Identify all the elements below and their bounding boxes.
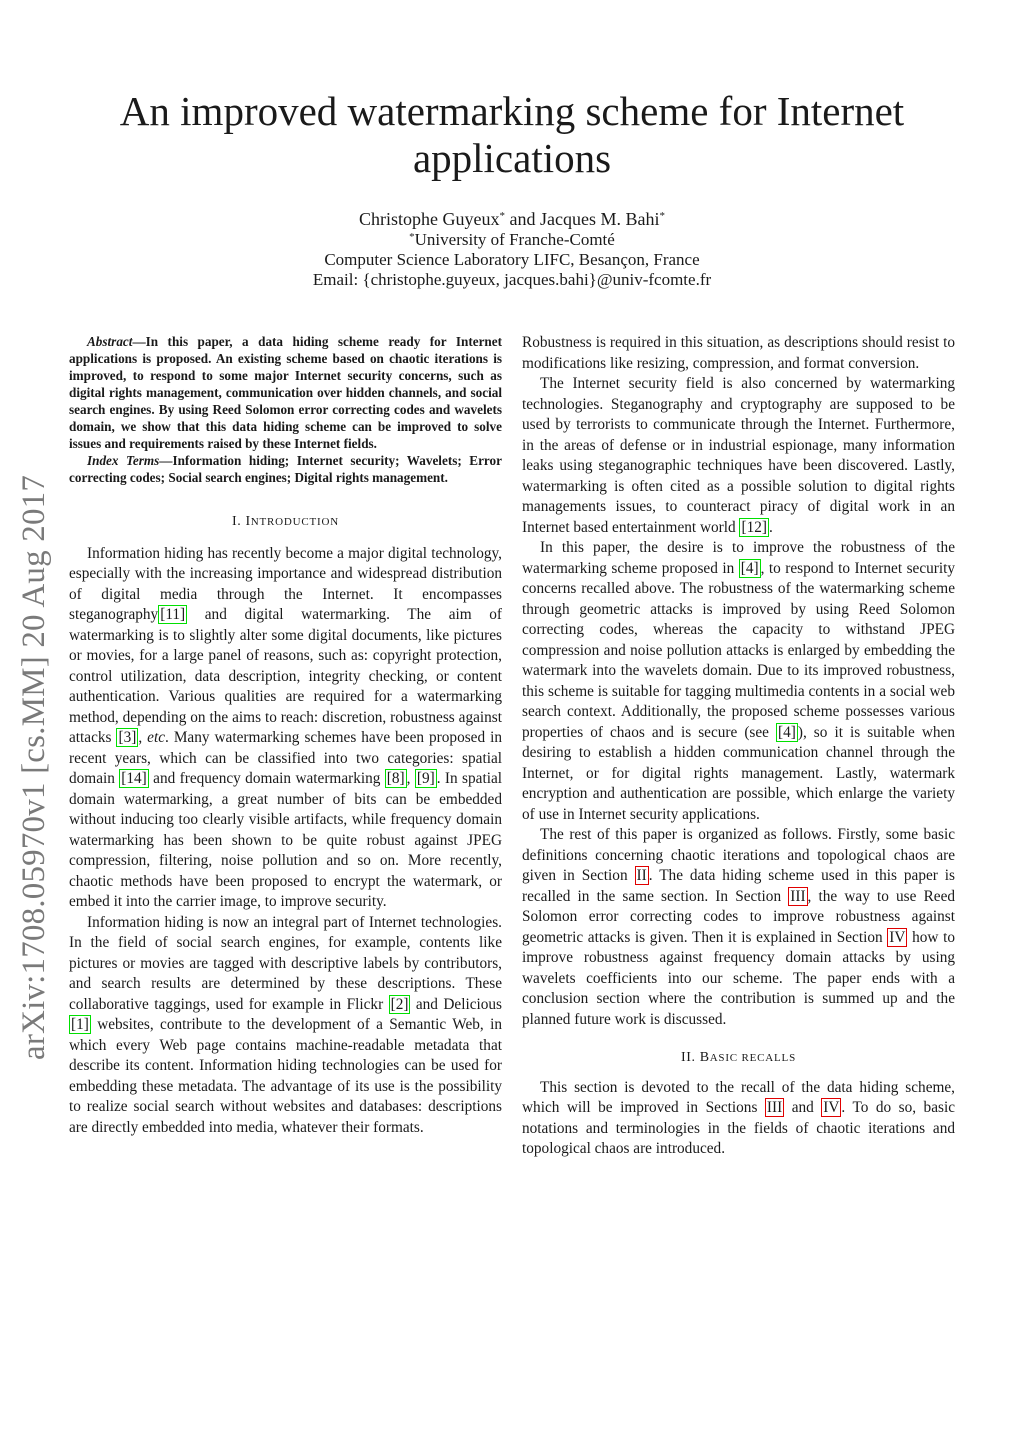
- index-terms-paragraph: [69, 452, 502, 486]
- author-affiliation: *University of Franche-Comté: [409, 230, 615, 249]
- intro-paragraph-1: Information hiding has recently become a major digital technology, especially with the increasing importance and widespread distribution of digital media through the Internet. It encompasses steganography [11] and digital watermarking. The aim of watermarking is to slightly alter some digital documents, like pictures or movies, for a large panel of reasons, such as: copyright protection, control utilization, data description, integrity checking, or content authentication. Various qualities are required for a watermarking method, depending on the aims to reach: discretion, robustness against attacks [3] , etc. Many watermarking schemes have been proposed in recent years, which can be classified into two categories: spatial domain [14] and frequency domain watermarking [8] , [9] . In spatial domain watermarking, a great number of bits can be embedded without inducing too clearly visible artifacts, while frequency domain watermarking has been shown to be quite robust against JPEG compression, filtering, noise pollution and so on. More recently, chaotic methods have been proposed to encrypt the watermark, or embed it into the carrier image, to improve security.: [69, 544, 503, 910]
- right-column: [522, 333, 955, 1160]
- abstract: [69, 333, 502, 486]
- abstract-paragraph: [69, 333, 502, 452]
- intro-paragraph-3: Robustness is required in this situation, as descriptions should resist to modifications like resizing, compression, and format conversion.: [522, 334, 955, 372]
- arxiv-stamp: arXiv:1708.05970v1 [cs.MM] 20 Aug 2017: [16, 474, 52, 1060]
- left-column: [69, 333, 502, 1138]
- citation-link[interactable]: [12]: [741, 518, 767, 536]
- citation-link[interactable]: [8]: [386, 770, 405, 787]
- section-initial: B: [699, 1050, 710, 1065]
- citation-link[interactable]: [9]: [416, 770, 435, 787]
- section-ref-link[interactable]: IV: [823, 1099, 840, 1116]
- section-ref-link[interactable]: IV: [889, 928, 906, 946]
- section-number: I.: [232, 514, 246, 529]
- citation-link[interactable]: [4]: [778, 723, 796, 741]
- citation-link[interactable]: [11]: [160, 606, 186, 623]
- index-terms-text: —Information hiding; Internet security; Wavelets; Error correcting codes; Social search engines; Digital rights management.: [69, 453, 502, 485]
- section-heading-introduction: [69, 512, 502, 533]
- section-title-rest: NTRODUCTION: [250, 516, 339, 528]
- intro-paragraph-6: The rest of this paper is organized as follows. Firstly, some basic definitions concerning chaotic iterations and topological chaos are given in Section II . The data hiding scheme used in this paper is recalled in the same section. In Section III , the way to use Reed Solomon error correcting codes to improve robustness against geometric attacks is given. Then it is explained in Section IV how to improve robustness against frequency domain attacks by using wavelets coefficients into our scheme. The paper ends with a conclusion section where the contribution is summed up and the planned future work is discussed.: [522, 826, 956, 1028]
- index-terms-label: Index Terms: [87, 453, 160, 468]
- citation-link[interactable]: [2]: [390, 995, 409, 1013]
- section-initial: I: [245, 514, 251, 529]
- abstract-label: Abstract: [87, 334, 133, 349]
- abstract-text: —In this paper, a data hiding scheme ready for Internet applications is proposed. An existing scheme based on chaotic iterations is improved, to respond to some major Internet security concerns, such as digital rights management, communication over hidden channels, and social search engines. By using Reed Solomon error correcting codes and wavelets domain, we show that this data hiding scheme can be improved to solve issues and requirements raised by these Internet fields.: [69, 334, 502, 451]
- section-heading-basic-recalls: [522, 1048, 955, 1069]
- author-lab: Computer Science Laboratory LIFC, Besançon, France: [324, 250, 700, 269]
- author-names: Christophe Guyeux* and Jacques M. Bahi*: [359, 209, 665, 229]
- section-ref-link[interactable]: III: [766, 1099, 783, 1116]
- intro-paragraph-4: The Internet security field is also concerned by watermarking technologies. Steganography and cryptography are supposed to be used by terrorists to communicate through the Internet. Furthermore, in the areas of defense or in industrial espionage, many information leaks using steganographic techniques have been discovered. Lastly, watermarking is often cited as a possible solution to digital rights managements issues, to counteract piracy of digital work in an Internet based entertainment world [12] .: [522, 375, 955, 536]
- author-email: Email: {christophe.guyeux, jacques.bahi}@univ-fcomte.fr: [312, 270, 712, 289]
- section-ref-link[interactable]: III: [790, 887, 806, 905]
- basic-recalls-paragraph: This section is devoted to the recall of the data hiding scheme, which will be improved in Sections III and IV . To do so, basic notations and terminologies in the fields of chaotic iterations and topological chaos are introduced.: [522, 1078, 955, 1157]
- section-ref-link[interactable]: II: [636, 867, 647, 884]
- citation-link[interactable]: [14]: [121, 770, 147, 787]
- section-number: II.: [681, 1050, 700, 1065]
- author-block: [150, 208, 874, 290]
- intro-paragraph-5: In this paper, the desire is to improve the robustness of the watermarking scheme proposed in [4] , to respond to Internet security concerns recalled above. The robustness of the watermarking scheme through geometric attacks is improved by using Reed Solomon correcting codes, whereas the capacity to withstand JPEG compression and noise pollution attacks is enlarged by embedding the watermark into the wavelets domain. Due to its improved robustness, this scheme is suitable for tagging multimedia contents in a social web search context. Additionally, the proposed scheme possesses various properties of chaos and is secure (see [4] ), so it is suitable when desiring to establish a hidden communication channel through the Internet, or for digital rights management. Lastly, watermark encryption and authentication are possible, which enlarge the variety of use in Internet security applications.: [522, 539, 955, 823]
- citation-link[interactable]: [3]: [118, 729, 137, 746]
- section-title-rest: ASIC RECALLS: [709, 1052, 796, 1064]
- citation-link[interactable]: [4]: [740, 559, 759, 577]
- paper-title: An improved watermarking scheme for Internet applications: [119, 88, 905, 181]
- citation-link[interactable]: [1]: [71, 1016, 89, 1033]
- intro-paragraph-2: Information hiding is now an integral part of Internet technologies. In the field of social search engines, for example, contents like pictures or movies are tagged with descriptive labels by contributors, and search results are determined by these descriptions. These collaborative taggings, used for example in Flickr [2] and Delicious [1] websites, contribute to the development of a Semantic Web, in which every Web page contains machine-readable metadata that describe its content. Information hiding technologies can be used for embedding these metadata. The advantage of its use is the possibility to realize social search without websites and databases: descriptions are directly embedded into media, whatever their formats.: [69, 913, 502, 1136]
